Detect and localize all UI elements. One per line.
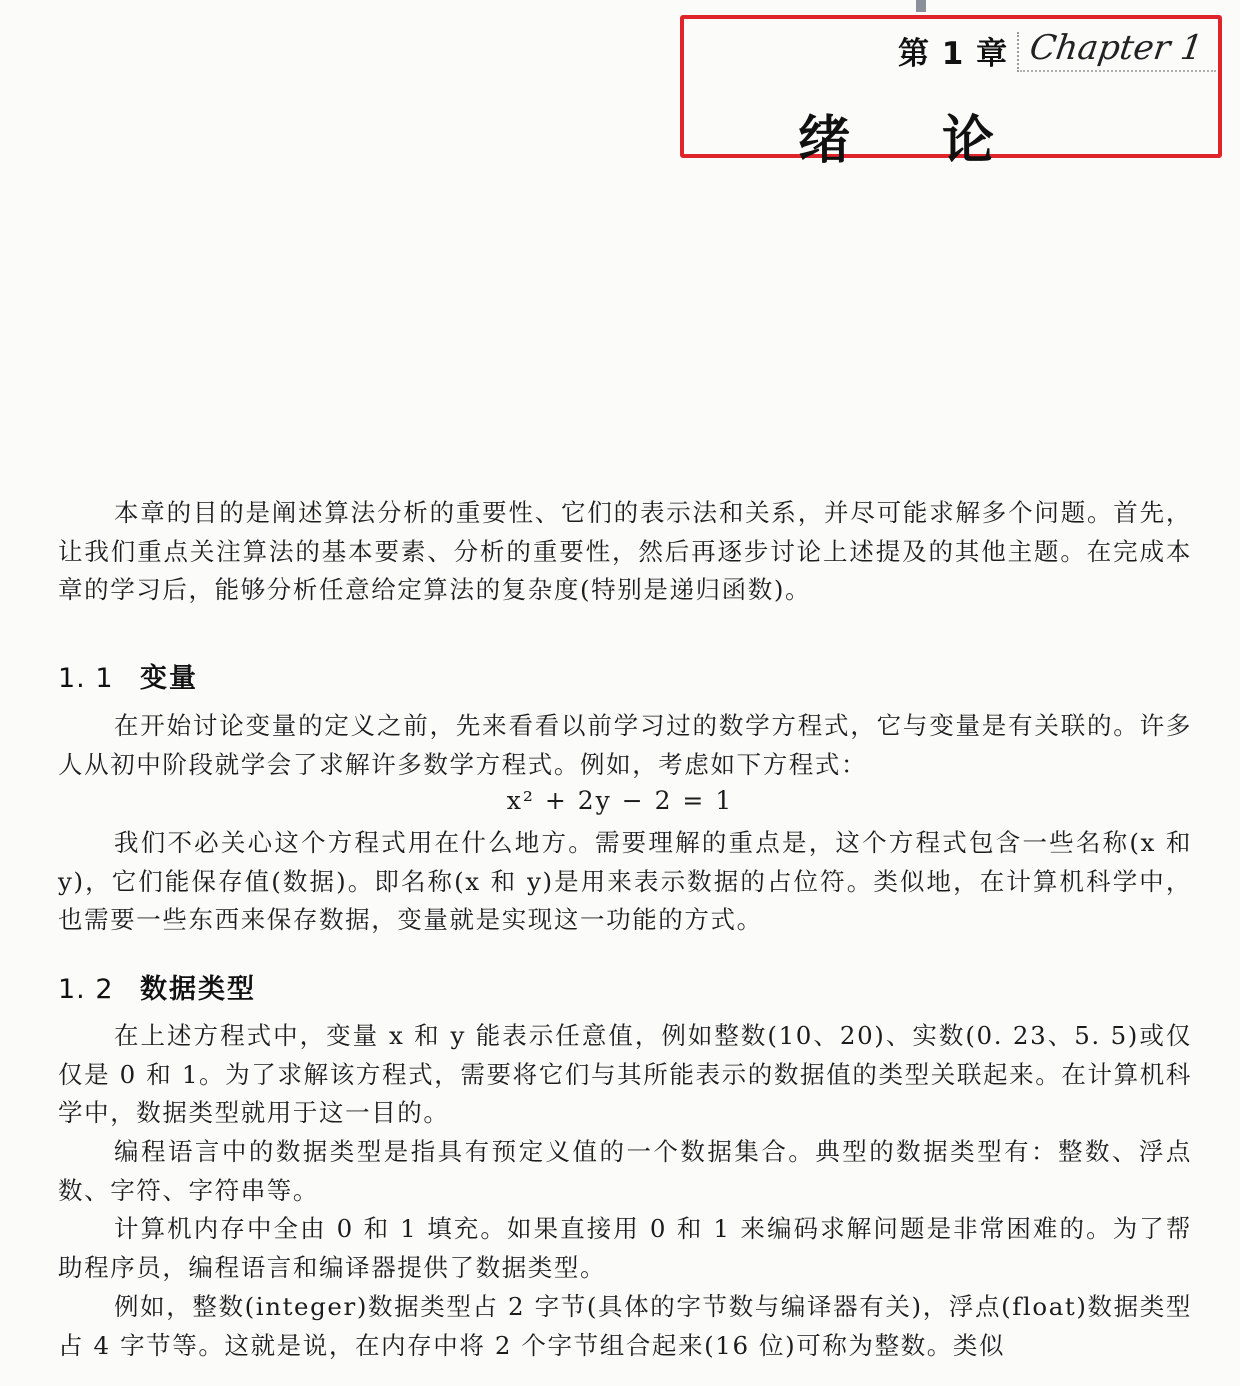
section-number: 1. 1 [58,663,114,694]
chapter-number: 第 1 章 [898,36,1009,72]
chapter-dotted-rule [1020,70,1216,72]
chapter-divider [1017,32,1019,72]
section-1-1-paragraph-1: 在开始讨论变量的定义之前，先来看看以前学习过的数学方程式，它与变量是有关联的。许多人从初中阶段就学会了求解许多数学方程式。例如，考虑如下方程式： [58,711,1192,779]
page-marker [916,0,926,12]
section-1-2-paragraph-1: 在上述方程式中，变量 x 和 y 能表示任意值，例如整数(10、20)、实数(0. 23、5. 5)或仅仅是 0 和 1。为了求解该方程式，需要将它们与其所能表示的数据值的类型关联起来。在计算机科学中，数据类型就用于这一目的。 [58,1021,1192,1128]
section-title: 变量 [140,663,198,694]
chapter-title: 绪论 [798,111,1087,171]
section-heading-1-2 [58,967,256,1006]
section-heading-1-1 [58,656,198,695]
section-title: 数据类型 [140,974,256,1005]
intro-paragraph: 本章的目的是阐述算法分析的重要性、它们的表示法和关系，并尽可能求解多个问题。首先，让我们重点关注算法的基本要素、分析的重要性，然后再逐步讨论上述提及的其他主题。在完成本章的学习后，能够分析任意给定算法的复杂度(特别是递归函数)。 [58,498,1192,605]
section-1-2-paragraph-4: 例如，整数(integer)数据类型占 2 字节(具体的字节数与编译器有关)，浮点(float)数据类型占 4 字节等。这就是说，在内存中将 2 个字节组合起来(16 位)可称为整数。类似 [58,1292,1192,1360]
chapter-english-label: Chapter 1 [1027,28,1206,68]
section-number: 1. 2 [58,974,114,1005]
equation: x² + 2y − 2 = 1 [506,786,734,815]
section-1-2-paragraph-2: 编程语言中的数据类型是指具有预定义值的一个数据集合。典型的数据类型有：整数、浮点数、字符、字符串等。 [58,1137,1192,1205]
section-1-2-paragraph-3: 计算机内存中全由 0 和 1 填充。如果直接用 0 和 1 来编码求解问题是非常困难的。为了帮助程序员，编程语言和编译器提供了数据类型。 [58,1214,1192,1282]
section-1-1-paragraph-2: 我们不必关心这个方程式用在什么地方。需要理解的重点是，这个方程式包含一些名称(x 和 y)，它们能保存值(数据)。即名称(x 和 y)是用来表示数据的占位符。类似地，在计算机科学中，也需要一些东西来保存数据，变量就是实现这一功能的方式。 [58,828,1192,935]
